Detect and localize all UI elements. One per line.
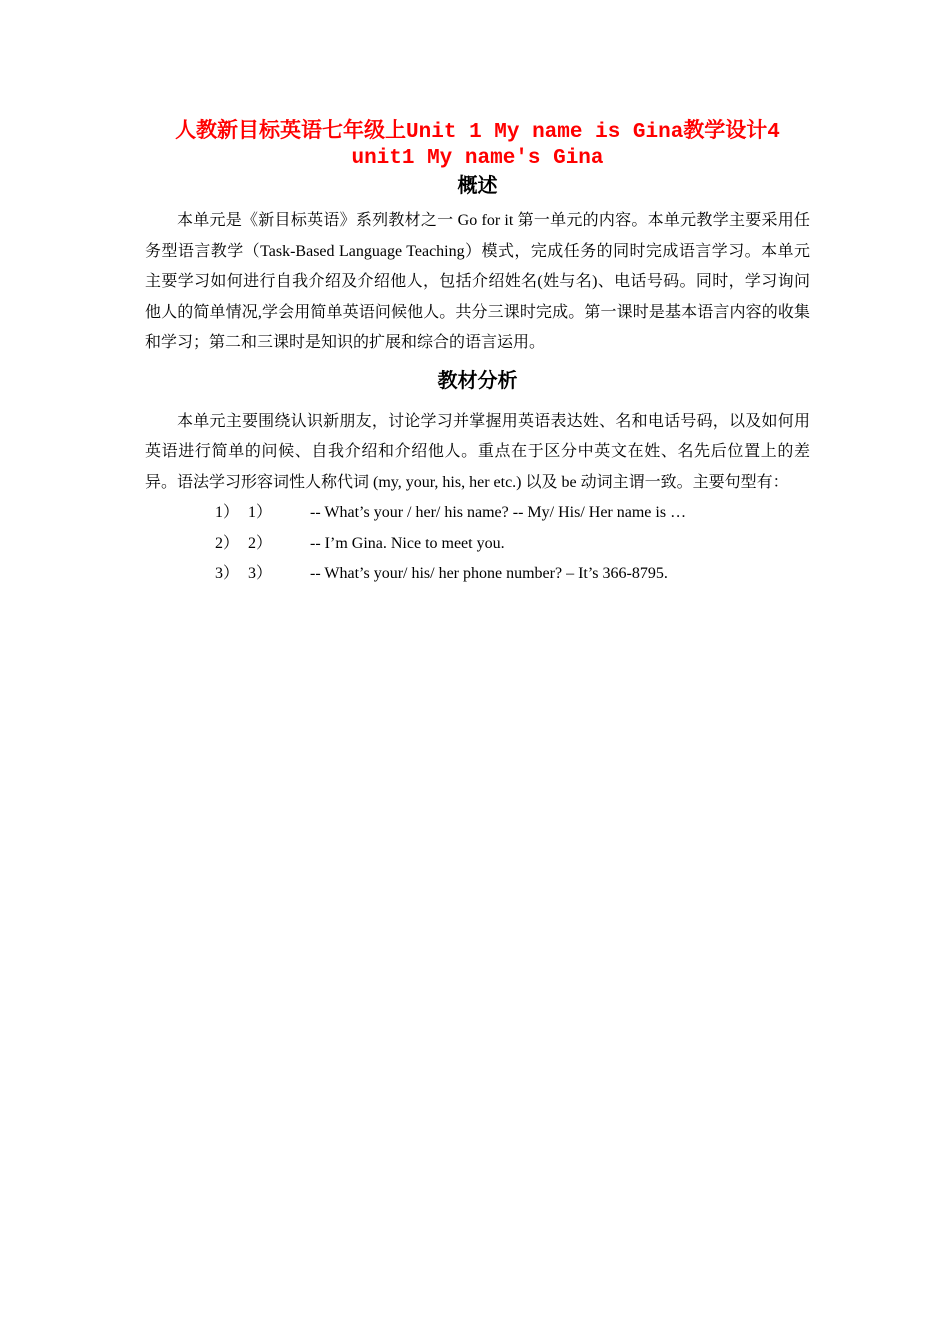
list-item [145, 559, 810, 590]
analysis-paragraph: 本单元主要围绕认识新朋友，讨论学习并掌握用英语表达姓、名和电话号码，以及如何用英语进行简单的问候、自我介绍和介绍他人。重点在于区分中英文在姓、名先后位置上的差异。语法学习形容词性人称代词 (my, your, his, her etc.) 以及 be 动词主谓一致。主要句型有： [145, 412, 810, 491]
list-sub-number: 2） [248, 534, 273, 552]
document-title-line-1: 人教新目标英语七年级上Unit 1 My name is Gina教学设计4 [175, 121, 780, 144]
list-sub-number: 1） [248, 504, 273, 521]
list-item [145, 498, 810, 529]
document-title-line-2: unit1 My name's Gina [351, 147, 604, 170]
list-number: 1） [215, 504, 240, 521]
list-sub-number: 3） [248, 565, 273, 582]
overview-heading: 概述 [457, 173, 498, 197]
analysis-heading: 教材分析 [437, 367, 518, 392]
overview-paragraph: 本单元是《新目标英语》系列教材之一 Go for it 第一单元的内容。本单元教学主要采用任务型语言教学（Task-Based Language Teaching）模式，完成任务的同时完成语言学习。本单元主要学习如何进行自我介绍及介绍他人，包括介绍姓名(姓与名)、电话号码。同时，学习询问他人的简单情况,学会用简单英语问候他人。共分三课时完成。第一课时是基本语言内容的收集和学习；第二和三课时是知识的扩展和综合的语言运用。 [145, 212, 810, 351]
list-number: 2） [215, 534, 240, 552]
list-item-text: -- What’s your / her/ his name? -- My/ His/ Her name is … [310, 504, 687, 521]
sentence-pattern-list [145, 498, 810, 590]
list-number: 3） [215, 565, 240, 582]
document-page [145, 120, 810, 590]
list-item-text: -- What’s your/ his/ her phone number? – It’s 366-8795. [310, 565, 668, 582]
list-item-text: -- I’m Gina. Nice to meet you. [310, 534, 505, 552]
list-item [145, 529, 810, 560]
